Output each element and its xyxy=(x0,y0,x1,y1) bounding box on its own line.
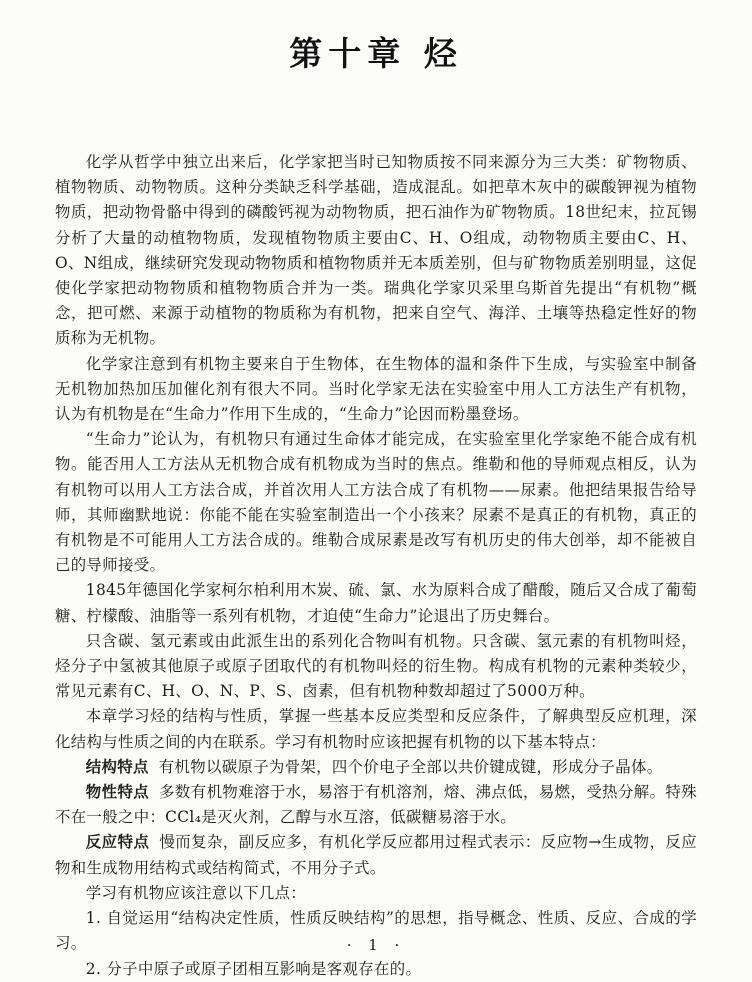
note-point: 2. 分子中原子或原子团相互影响是客观存在的。 xyxy=(85,959,422,978)
chapter-body xyxy=(55,150,697,982)
feature-physical xyxy=(55,780,697,830)
feature-structure xyxy=(55,755,697,780)
paragraph-vitalism-theory: “生命力”论认为，有机物只有通过生命体才能完成，在实验室里化学家绝不能合成有机物。能否用人工方法从无机物合成有机物成为当时的焦点。维勒和他的导师观点相反，认为有机物可以用人工方法合成，并首次用人工方法合成了有机物——尿素。他把结果报告给导师，其师幽默地说：你能不能在实验室制造出一个小孩来？尿素不是真正的有机物，真正的有机物是不可能用人工方法合成的。维勒合成尿素是改写有机历史的伟大创举，却不能被自己的导师接受。 xyxy=(55,430,697,575)
feature-text: 慢而复杂，副反应多，有机化学反应都用过程式表示：反应物→生成物，反应物和生成物用结构式或结构简式，不用分子式。 xyxy=(55,833,697,877)
paragraph-definition: 只含碳、氢元素或由此派生出的系列化合物叫有机物。只含碳、氢元素的有机物叫烃，烃分子中氢被其他原子或原子团取代的有机物叫烃的衍生物。构成有机物的元素种类较少，常见元素有C、H、O、N、P、S、卤素，但有机物种数却超过了5000万种。 xyxy=(55,631,697,701)
feature-label: 物性特点 xyxy=(85,783,150,802)
chapter-title: 第十章 烃 xyxy=(289,34,463,73)
paragraph-vitalism-origin: 化学家注意到有机物主要来自于生物体，在生物体的温和条件下生成，与实验室中制备无机物加热加压加催化剂有很大不同。当时化学家无法在实验室中用人工方法生产有机物，认为有机物是在“生命力”作用下生成的，“生命力”论因而粉墨登场。 xyxy=(55,354,697,424)
feature-text: 有机物以碳原子为骨架，四个价电子全部以共价键成键，形成分子晶体。 xyxy=(158,757,663,776)
note-point: 1. 自觉运用“结构决定性质，性质反映结构”的思想，指导概念、性质、反应、合成的学习。 xyxy=(55,909,697,953)
feature-reaction xyxy=(55,830,697,880)
feature-label: 反应特点 xyxy=(85,833,150,852)
page-number: · 1 · xyxy=(346,936,406,954)
paragraph-intro: 化学从哲学中独立出来后，化学家把当时已知物质按不同来源分为三大类：矿物物质、植物物质、动物物质。这种分类缺乏科学基础，造成混乱。如把草木灰中的碳酸钾视为植物物质，把动物骨骼中得到的磷酸钙视为动物物质，把石油作为矿物物质。18世纪末，拉瓦锡分析了大量的动植物物质，发现植物物质主要由C、H、O组成，动物物质主要由C、H、O、N组成，继续研究发现动物物质和植物物质并无本质差别，但与矿物物质差别明显，这促使化学家把动物物质和植物物质合并为一类。瑞典化学家贝采里乌斯首先提出“有机物”概念，把可燃、来源于动植物的物质称为有机物，把来自空气、海洋、土壤等热稳定性好的物质称为无机物。 xyxy=(55,153,697,348)
paragraph-kolbe: 1845年德国化学家柯尔柏利用木炭、硫、氯、水为原料合成了醋酸，随后又合成了葡萄糖、柠檬酸、油脂等一系列有机物，才迫使“生命力”论退出了历史舞台。 xyxy=(55,581,697,625)
feature-label: 结构特点 xyxy=(85,757,149,776)
paragraph-chapter-goals: 本章学习烃的结构与性质，掌握一些基本反应类型和反应条件，了解典型反应机理，深化结构与性质之间的内在联系。学习有机物时应该把握有机物的以下基本特点： xyxy=(55,707,697,751)
feature-text: 多数有机物难溶于水，易溶于有机溶剂，熔、沸点低，易燃，受热分解。特殊不在一般之中：CCl₄是灭火剂，乙醇与水互溶，低碳糖易溶于水。 xyxy=(55,783,697,827)
notes-intro: 学习有机物应该注意以下几点： xyxy=(85,883,307,902)
